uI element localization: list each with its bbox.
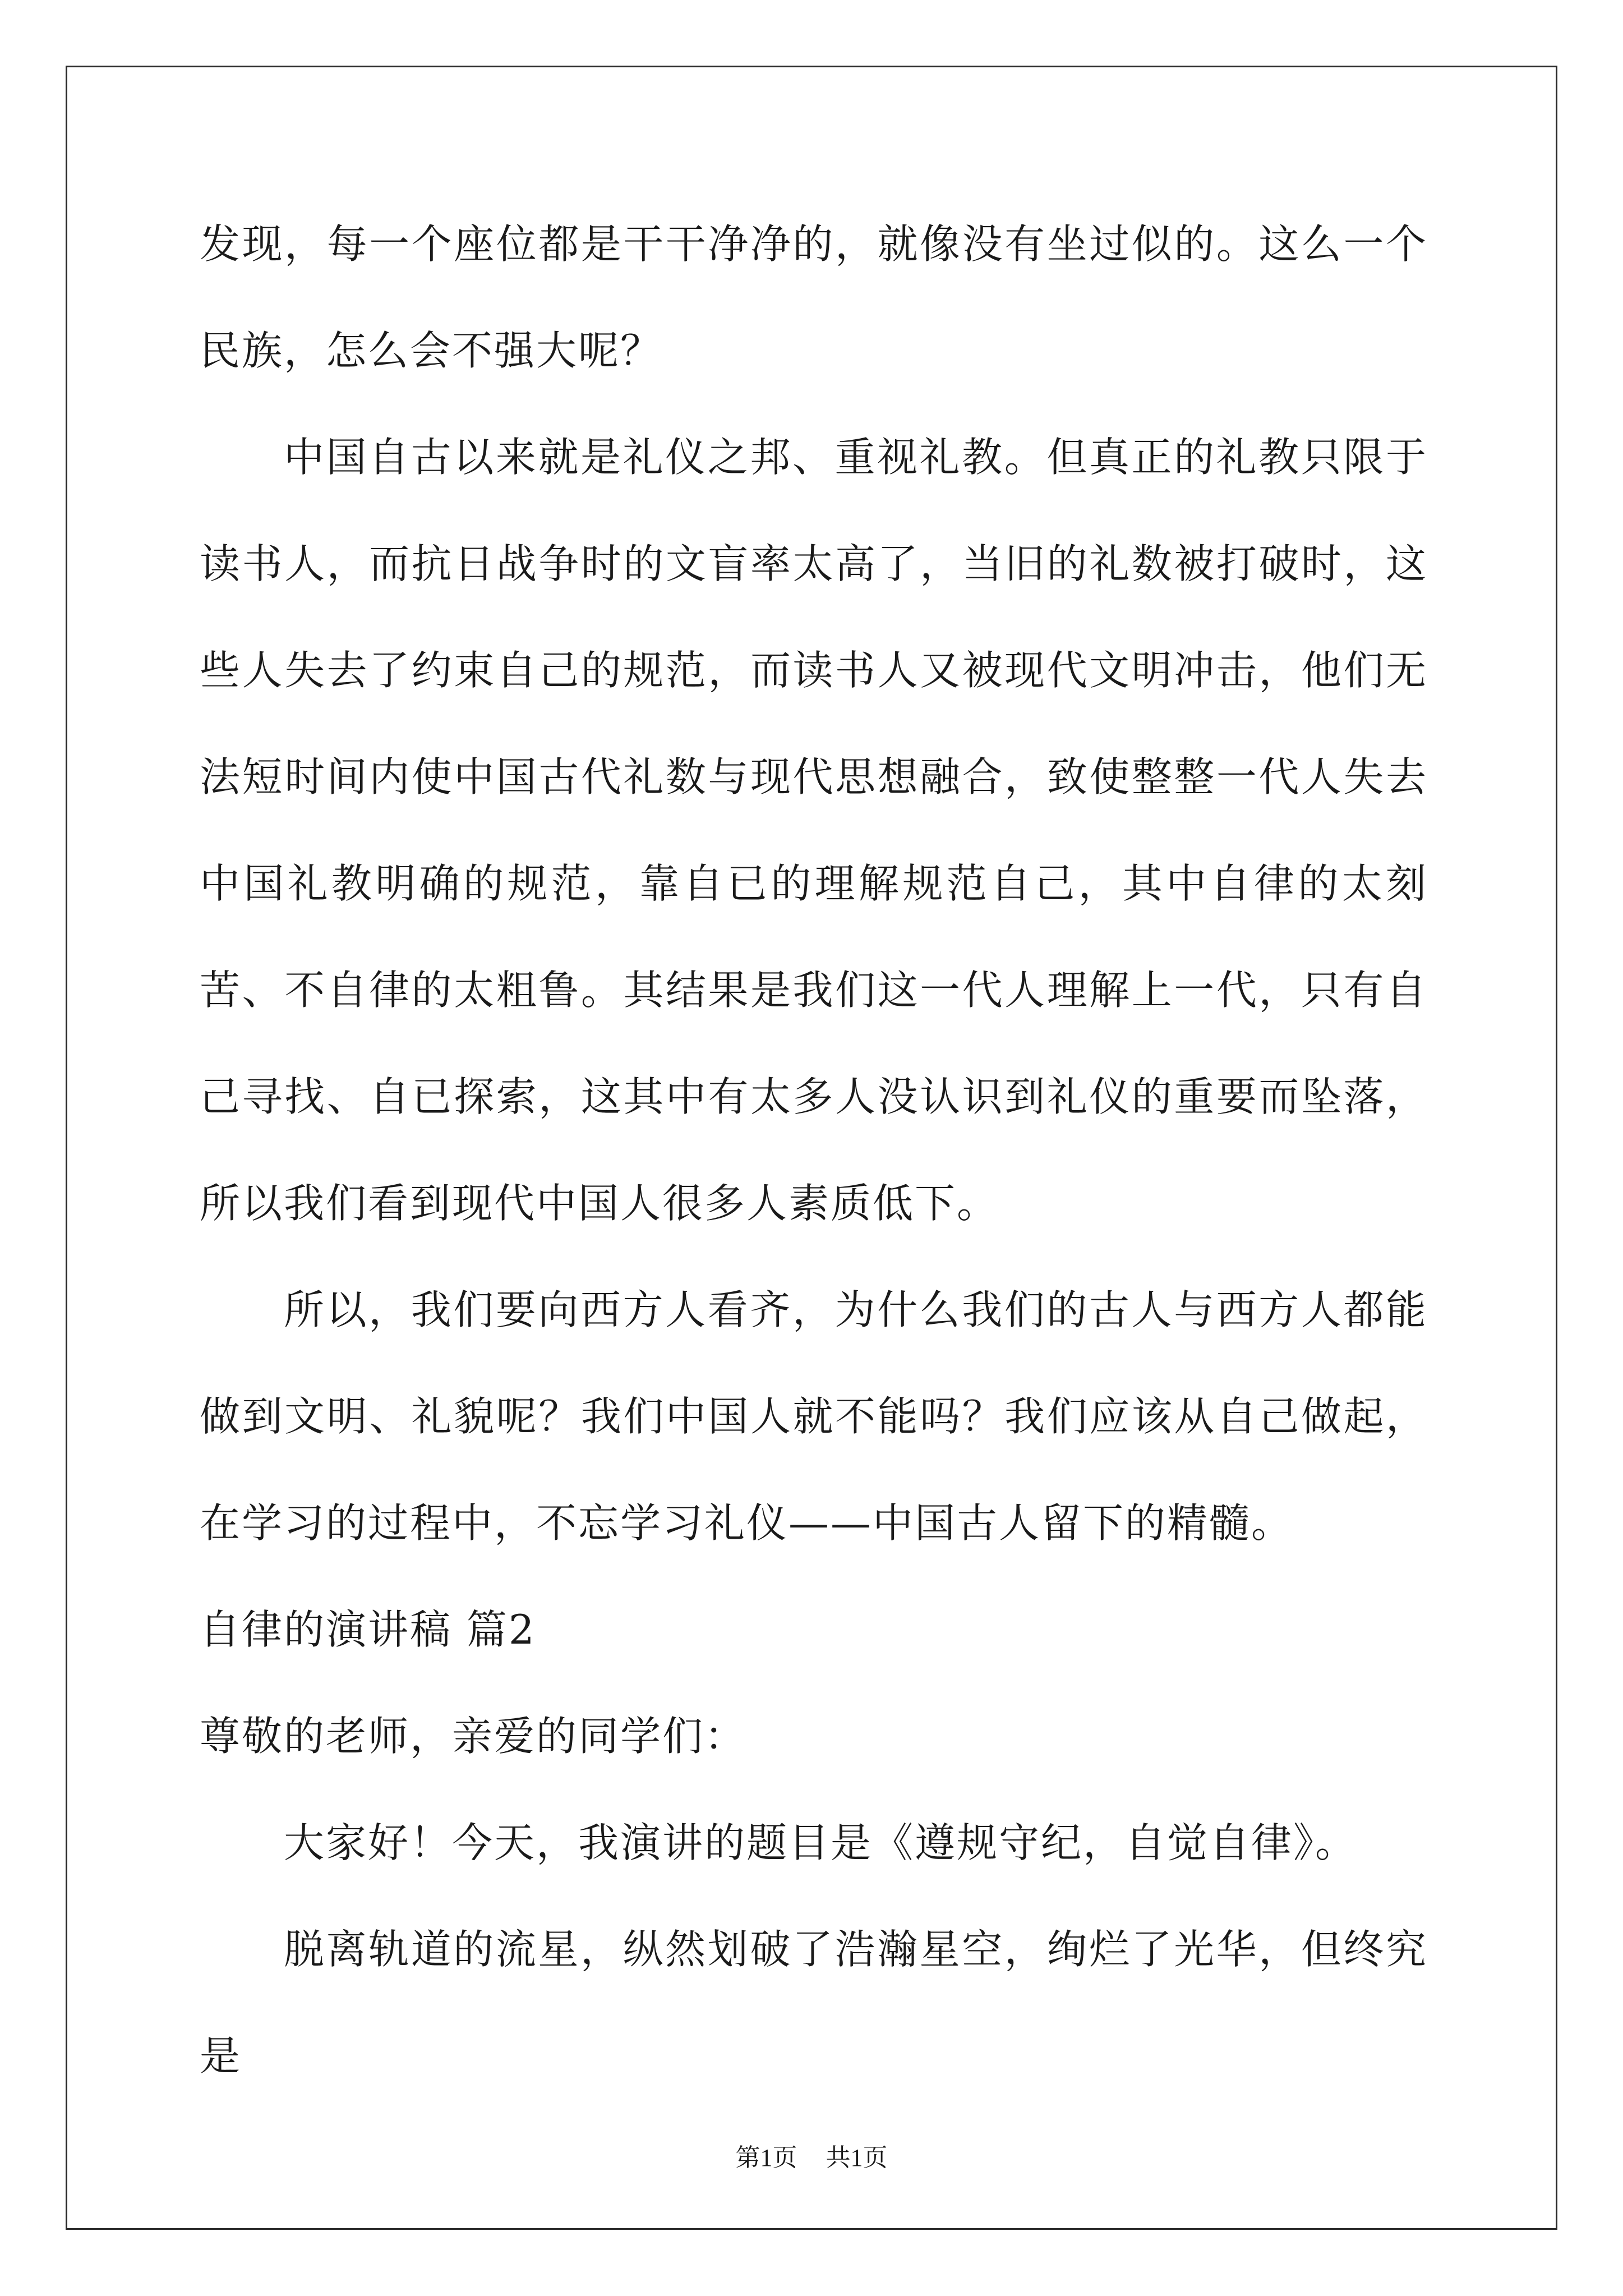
paragraph-3: 所以，我们要向西方人看齐，为什么我们的古人与西方人都能做到文明、礼貌呢？我们中国人就不能吗？我们应该从自己做起，在学习的过程中，不忘学习礼仪——中国古人留下的精髓。 (200, 1286, 1428, 1547)
salutation: 尊敬的老师，亲爱的同学们： (200, 1713, 747, 1760)
page-number-total: 共1页 (826, 2144, 888, 2171)
document-body (200, 191, 1428, 2109)
section-heading: 自律的演讲稿 篇2 (200, 1606, 536, 1653)
paragraph-2: 中国自古以来就是礼仪之邦、重视礼教。但真正的礼教只限于读书人，而抗日战争时的文盲率太高了，当旧的礼数被打破时，这些人失去了约束自己的规范，而读书人又被现代文明冲击，他们无法短时间内使中国古代礼数与现代思想融合，致使整整一代人失去中国礼教明确的规范，靠自已的理解规范自己，其中自律的太刻苦、不自律的太粗鲁。其结果是我们这一代人理解上一代，只有自己寻找、自已探索，这其中有太多人没认识到礼仪的重要而坠落，所以我们看到现代中国人很多人素质低下。 (200, 434, 1428, 1227)
paragraph-5: 脱离轨道的流星，纵然划破了浩瀚星空，绚烂了光华，但终究是 (200, 1926, 1428, 2079)
page-footer (0, 2137, 1623, 2173)
page-number-current: 第1页 (735, 2144, 797, 2171)
paragraph-4: 大家好！今天，我演讲的题目是《遵规守纪，自觉自律》。 (284, 1819, 1358, 1866)
paragraph-1: 发现，每一个座位都是干干净净的，就像没有坐过似的。这么一个民族，怎么会不强大呢？ (200, 220, 1428, 374)
